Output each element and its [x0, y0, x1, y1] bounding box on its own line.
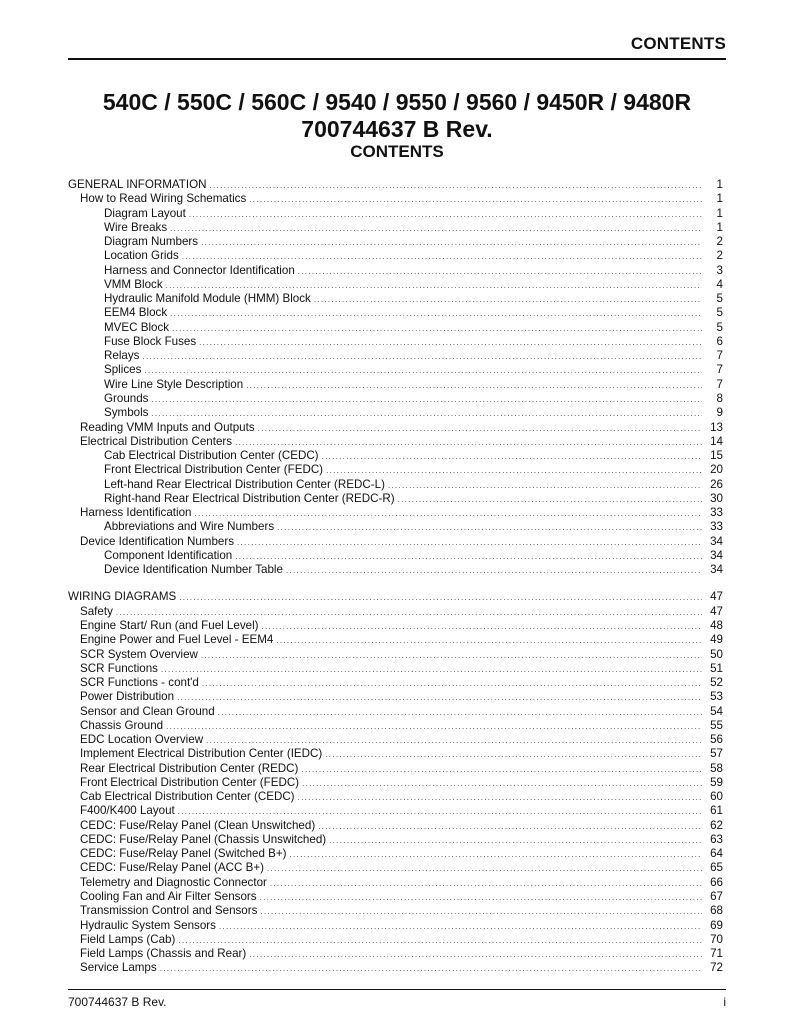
toc-entry-page: 14 [710, 434, 723, 448]
toc-entry-page: 9 [716, 406, 723, 420]
toc-dot-leader [178, 805, 702, 819]
toc-entry-title: Implement Electrical Distribution Center (IEDC) [80, 747, 323, 761]
toc-entry[interactable] [68, 563, 723, 577]
toc-entry-page: 1 [716, 178, 723, 191]
toc-entry-page: 56 [710, 733, 723, 747]
toc-dot-leader [219, 920, 702, 934]
toc-entry-title: SCR Functions [80, 661, 158, 675]
toc-dot-leader [388, 479, 702, 493]
page-footer [68, 989, 726, 1009]
toc-entry[interactable] [68, 904, 723, 918]
toc-entry-title: MVEC Block [104, 320, 170, 334]
toc-entry[interactable] [68, 619, 723, 633]
toc-entry-title: Reading VMM Inputs and Outputs [80, 420, 255, 434]
toc-entry[interactable] [68, 833, 723, 847]
toc-entry-page: 34 [710, 534, 723, 548]
toc-entry-page: 70 [710, 932, 723, 946]
toc-dot-leader [218, 706, 702, 720]
toc-entry-page: 68 [710, 904, 723, 918]
toc-entry-page: 67 [710, 890, 723, 904]
toc-entry-page: 49 [710, 633, 723, 647]
toc-entry-title: Relays [104, 349, 140, 363]
toc-entry-title: WIRING DIAGRAMS [68, 590, 177, 604]
toc-entry[interactable] [68, 463, 723, 477]
toc-entry[interactable] [68, 207, 723, 221]
toc-entry-page: 62 [710, 818, 723, 832]
toc-entry-title: Wire Breaks [104, 220, 168, 234]
toc-entry-title: CEDC: Fuse/Relay Panel (ACC B+) [80, 861, 264, 875]
toc-entry-title: Abbreviations and Wire Numbers [104, 520, 275, 534]
toc-entry-page: 5 [716, 306, 723, 320]
toc-dot-leader [202, 677, 702, 691]
toc-entry-title: Front Electrical Distribution Center (FEDC) [104, 463, 324, 477]
toc-entry-title: Device Identification Numbers [80, 534, 235, 548]
toc-entry[interactable] [68, 933, 723, 947]
footer-document-number: 700744637 B Rev. [68, 995, 167, 1009]
toc-entry-page: 1 [716, 206, 723, 220]
toc-entry-title: Electrical Distribution Centers [80, 434, 233, 448]
toc-entry-page: 8 [716, 391, 723, 405]
toc-entry[interactable] [68, 264, 723, 278]
toc-entry-page: 7 [716, 377, 723, 391]
toc-entry[interactable] [68, 605, 723, 619]
toc-dot-leader [182, 250, 702, 264]
toc-entry-page: 47 [710, 590, 723, 604]
toc-dot-leader [142, 350, 702, 364]
toc-entry-title: Field Lamps (Cab) [80, 932, 176, 946]
toc-dot-leader [151, 407, 702, 421]
toc-dot-leader [189, 208, 702, 222]
toc-entry-title: Device Identification Number Table [104, 563, 283, 577]
toc-entry-page: 55 [710, 718, 723, 732]
toc-entry-title: GENERAL INFORMATION [68, 178, 207, 191]
toc-entry-page: 26 [710, 477, 723, 491]
toc-entry-page: 3 [716, 263, 723, 277]
toc-entry-page: 51 [710, 661, 723, 675]
toc-entry-title: EEM4 Block [104, 306, 168, 320]
toc-dot-leader [298, 265, 702, 279]
toc-entry-page: 2 [716, 235, 723, 249]
toc-dot-leader [170, 222, 702, 236]
toc-entry-page: 65 [710, 861, 723, 875]
toc-entry[interactable] [68, 919, 723, 933]
toc-dot-leader [326, 464, 702, 478]
toc-dot-leader [235, 550, 702, 564]
toc-entry-title: Cab Electrical Distribution Center (CEDC) [104, 449, 319, 463]
toc-section-wiring [68, 590, 723, 975]
toc-dot-leader [260, 891, 702, 905]
toc-entry[interactable] [68, 492, 723, 506]
page-header [68, 34, 726, 60]
toc-entry-title: Wire Line Style Description [104, 377, 244, 391]
toc-dot-leader [314, 293, 702, 307]
toc-entry[interactable] [68, 506, 723, 520]
toc-dot-leader [201, 649, 702, 663]
toc-entry-page: 30 [710, 491, 723, 505]
toc-dot-leader [301, 763, 702, 777]
toc-entry-title: Engine Start/ Run (and Fuel Level) [80, 618, 259, 632]
toc-entry-title: Telemetry and Diagnostic Connector [80, 875, 267, 889]
toc-entry-title: Hydraulic System Sensors [80, 918, 216, 932]
toc-entry-title: CEDC: Fuse/Relay Panel (Chassis Unswitched) [80, 832, 327, 846]
toc-entry-title: Diagram Numbers [104, 235, 199, 249]
toc-entry-title: Hydraulic Manifold Module (HMM) Block [104, 292, 311, 306]
toc-dot-leader [151, 393, 702, 407]
toc-dot-leader [262, 620, 702, 634]
models-title: 540C / 550C / 560C / 9540 / 9550 / 9560 / 9450R / 9480R [102, 89, 692, 115]
toc-entry[interactable] [68, 192, 723, 206]
toc-entry[interactable] [68, 421, 723, 435]
toc-entry[interactable] [68, 435, 723, 449]
toc-entry-title: Location Grids [104, 249, 179, 263]
toc-dot-leader [267, 862, 702, 876]
toc-entry-page: 7 [716, 349, 723, 363]
toc-entry-title: CEDC: Fuse/Relay Panel (Clean Unswitched) [80, 818, 316, 832]
toc-entry-page: 47 [710, 604, 723, 618]
toc-entry[interactable] [68, 705, 723, 719]
table-of-contents [68, 178, 723, 976]
toc-entry-title: CEDC: Fuse/Relay Panel (Switched B+) [80, 847, 287, 861]
toc-entry-page: 57 [710, 747, 723, 761]
toc-entry-page: 4 [716, 277, 723, 291]
toc-entry-page: 2 [716, 249, 723, 263]
title-block [68, 88, 726, 162]
toc-dot-leader [161, 663, 702, 677]
toc-entry-page: 34 [710, 563, 723, 577]
toc-dot-leader [210, 179, 703, 193]
toc-entry-title: Front Electrical Distribution Center (FEDC) [80, 775, 300, 789]
toc-entry-page: 58 [710, 761, 723, 775]
toc-entry-title: SCR System Overview [80, 647, 198, 661]
toc-entry-page: 64 [710, 847, 723, 861]
toc-entry-title: F400/K400 Layout [80, 804, 175, 818]
toc-entry[interactable] [68, 549, 723, 563]
toc-entry[interactable] [68, 747, 723, 761]
toc-entry-page: 33 [710, 520, 723, 534]
toc-dot-leader [178, 934, 702, 948]
toc-entry-page: 72 [710, 961, 723, 975]
toc-entry-page: 66 [710, 875, 723, 889]
toc-entry[interactable] [68, 321, 723, 335]
toc-entry-page: 60 [710, 790, 723, 804]
toc-entry-page: 53 [710, 690, 723, 704]
toc-entry[interactable] [68, 306, 723, 320]
toc-entry[interactable] [68, 847, 723, 861]
toc-dot-leader [286, 564, 702, 578]
toc-entry-title: Harness Identification [80, 506, 192, 520]
toc-entry[interactable] [68, 876, 723, 890]
toc-dot-leader [177, 691, 702, 705]
toc-entry[interactable] [68, 363, 723, 377]
toc-entry[interactable] [68, 178, 723, 192]
toc-entry-title: Symbols [104, 406, 149, 420]
toc-entry[interactable] [68, 349, 723, 363]
toc-entry[interactable] [68, 762, 723, 776]
toc-dot-leader [166, 720, 702, 734]
toc-dot-leader [249, 948, 702, 962]
toc-entry[interactable] [68, 719, 723, 733]
toc-entry-page: 59 [710, 775, 723, 789]
toc-entry-title: Grounds [104, 391, 149, 405]
toc-entry[interactable] [68, 378, 723, 392]
toc-entry-title: Sensor and Clean Ground [80, 704, 215, 718]
toc-entry-page: 33 [710, 506, 723, 520]
toc-entry-page: 6 [716, 334, 723, 348]
toc-entry-page: 34 [710, 548, 723, 562]
toc-entry[interactable] [68, 790, 723, 804]
toc-dot-leader [144, 364, 702, 378]
toc-entry-title: Field Lamps (Chassis and Rear) [80, 947, 247, 961]
toc-entry-page: 61 [710, 804, 723, 818]
toc-entry[interactable] [68, 961, 723, 975]
toc-entry[interactable] [68, 662, 723, 676]
toc-dot-leader [246, 379, 702, 393]
footer-page-number: i [723, 995, 726, 1009]
toc-entry[interactable] [68, 676, 723, 690]
toc-entry-title: Diagram Layout [104, 206, 186, 220]
toc-entry[interactable] [68, 478, 723, 492]
toc-entry-page: 48 [710, 618, 723, 632]
toc-entry-page: 13 [710, 420, 723, 434]
toc-entry-title: Splices [104, 363, 142, 377]
toc-entry-title: How to Read Wiring Schematics [80, 192, 247, 206]
toc-dot-leader [298, 791, 702, 805]
toc-entry-title: Engine Power and Fuel Level - EEM4 [80, 633, 274, 647]
toc-entry[interactable] [68, 392, 723, 406]
toc-entry[interactable] [68, 648, 723, 662]
toc-dot-leader [322, 450, 702, 464]
toc-entry[interactable] [68, 406, 723, 420]
toc-entry[interactable] [68, 733, 723, 747]
toc-dot-leader [160, 962, 702, 976]
toc-dot-leader [302, 777, 702, 791]
toc-dot-leader [235, 436, 702, 450]
toc-entry-page: 50 [710, 647, 723, 661]
toc-dot-leader [170, 307, 702, 321]
toc-dot-leader [318, 820, 702, 834]
toc-entry-title: Safety [80, 604, 113, 618]
toc-entry[interactable] [68, 890, 723, 904]
toc-entry[interactable] [68, 861, 723, 875]
toc-dot-leader [270, 877, 702, 891]
toc-entry-page: 1 [716, 220, 723, 234]
toc-entry-title: Chassis Ground [80, 718, 164, 732]
toc-entry[interactable] [68, 520, 723, 534]
toc-entry-page: 5 [716, 292, 723, 306]
toc-dot-leader [116, 606, 702, 620]
toc-entry[interactable] [68, 535, 723, 549]
toc-entry[interactable] [68, 335, 723, 349]
contents-heading: CONTENTS [350, 142, 444, 161]
toc-dot-leader [329, 834, 702, 848]
toc-entry-title: Power Distribution [80, 690, 175, 704]
toc-dot-leader [179, 591, 702, 605]
toc-dot-leader [325, 748, 702, 762]
toc-entry-page: 20 [710, 463, 723, 477]
toc-entry-title: Transmission Control and Sensors [80, 904, 258, 918]
toc-dot-leader [277, 521, 702, 535]
toc-entry[interactable] [68, 690, 723, 704]
toc-entry-page: 7 [716, 363, 723, 377]
toc-dot-leader [237, 536, 702, 550]
toc-entry-page: 15 [710, 449, 723, 463]
toc-entry-page: 52 [710, 676, 723, 690]
toc-entry-title: Component Identification [104, 548, 233, 562]
toc-dot-leader [249, 193, 702, 207]
toc-entry-title: Rear Electrical Distribution Center (REDC) [80, 761, 299, 775]
toc-section-gap [68, 577, 723, 590]
toc-entry[interactable] [68, 449, 723, 463]
toc-entry-page: 69 [710, 918, 723, 932]
toc-entry-title: Left-hand Rear Electrical Distribution Center (REDC-L) [104, 477, 385, 491]
header-title: CONTENTS [630, 34, 726, 53]
toc-entry[interactable] [68, 819, 723, 833]
toc-entry-title: Harness and Connector Identification [104, 263, 295, 277]
toc-entry-title: EDC Location Overview [80, 733, 204, 747]
toc-entry-page: 63 [710, 832, 723, 846]
toc-entry-title: SCR Functions - cont'd [80, 676, 199, 690]
toc-entry-page: 54 [710, 704, 723, 718]
toc-entry[interactable] [68, 278, 723, 292]
toc-dot-leader [290, 848, 702, 862]
toc-entry-title: Cab Electrical Distribution Center (CEDC) [80, 790, 295, 804]
toc-entry[interactable] [68, 633, 723, 647]
toc-dot-leader [166, 279, 702, 293]
toc-dot-leader [276, 634, 702, 648]
toc-entry-title: Right-hand Rear Electrical Distribution Center (REDC-R) [104, 491, 395, 505]
toc-entry[interactable] [68, 590, 723, 604]
toc-entry-title: Fuse Block Fuses [104, 334, 197, 348]
toc-dot-leader [206, 734, 702, 748]
toc-section-general [68, 178, 723, 577]
toc-entry-title: Cooling Fan and Air Filter Sensors [80, 890, 257, 904]
toc-dot-leader [398, 493, 702, 507]
toc-entry[interactable] [68, 249, 723, 263]
toc-dot-leader [199, 336, 702, 350]
toc-entry-page: 1 [716, 192, 723, 206]
toc-entry-title: Service Lamps [80, 961, 157, 975]
document-number-title: 700744637 B Rev. [301, 116, 493, 142]
toc-entry[interactable] [68, 804, 723, 818]
toc-entry-page: 71 [710, 947, 723, 961]
toc-dot-leader [172, 322, 702, 336]
toc-dot-leader [195, 507, 703, 521]
toc-entry[interactable] [68, 292, 723, 306]
toc-entry-title: VMM Block [104, 277, 163, 291]
toc-entry-page: 5 [716, 320, 723, 334]
toc-dot-leader [258, 422, 702, 436]
toc-entry[interactable] [68, 235, 723, 249]
toc-entry[interactable] [68, 221, 723, 235]
toc-entry[interactable] [68, 947, 723, 961]
toc-entry[interactable] [68, 776, 723, 790]
toc-dot-leader [260, 905, 702, 919]
toc-dot-leader [201, 236, 702, 250]
